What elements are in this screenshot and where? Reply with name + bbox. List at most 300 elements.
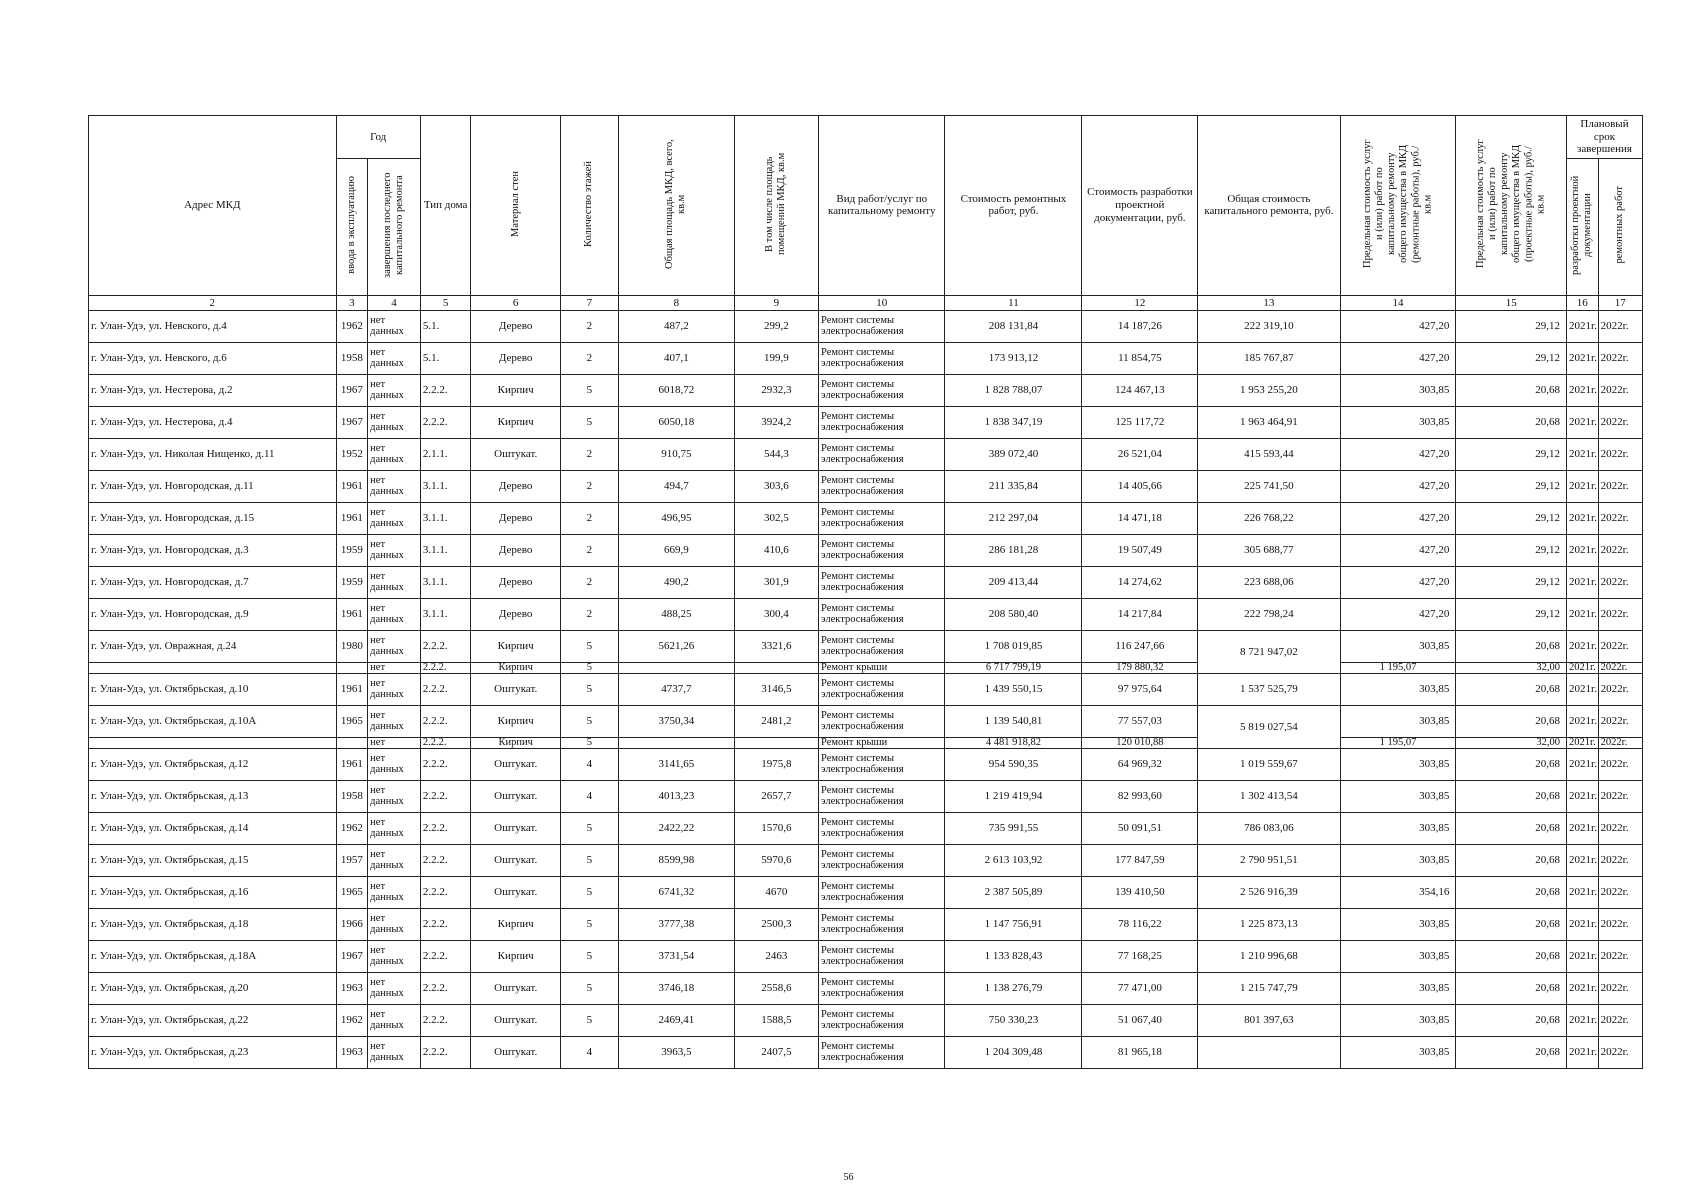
table-row <box>89 673 1643 705</box>
cell-wall-material: Дерево <box>471 470 561 502</box>
cell-repair-cost: 209 413,44 <box>945 566 1082 598</box>
cell-limit-design: 29,12 <box>1456 566 1567 598</box>
header-limit-cost-design: Предельная стоимость услуг и (или) работ по капитальному ремонту общего имущества в МКД (проектные работы), руб./кв.м <box>1456 116 1567 296</box>
cell-work-type: Ремонт системы электроснабжения <box>819 972 945 1004</box>
cell-last-repair: нет данных <box>368 566 421 598</box>
cell-address: г. Улан-Удэ, ул. Новгородская, д.15 <box>89 502 337 534</box>
cell-total-cost: 1 019 559,67 <box>1198 748 1340 780</box>
cell-plan-design: 2021г. <box>1567 737 1599 748</box>
cell-wall-material: Дерево <box>471 566 561 598</box>
header-year-group: Год <box>336 116 420 159</box>
cell-house-type: 2.2.2. <box>420 1036 471 1068</box>
cell-last-repair: нет данных <box>368 374 421 406</box>
cell-limit-design: 20,68 <box>1456 844 1567 876</box>
cell-repair-cost: 4 481 918,82 <box>945 737 1082 748</box>
cell-wall-material: Дерево <box>471 310 561 342</box>
cell-last-repair: нет данных <box>368 908 421 940</box>
cell-floors: 2 <box>560 566 618 598</box>
cell-total-area: 6741,32 <box>618 876 734 908</box>
cell-total-cost: 786 083,06 <box>1198 812 1340 844</box>
cell-address: г. Улан-Удэ, ул. Невского, д.6 <box>89 342 337 374</box>
cell-last-repair: нет данных <box>368 1036 421 1068</box>
cell-floors: 5 <box>560 705 618 737</box>
cell-limit-design: 20,68 <box>1456 748 1567 780</box>
cell-limit-repair: 427,20 <box>1340 534 1456 566</box>
cell-floors: 5 <box>560 737 618 748</box>
cell-work-type: Ремонт системы электроснабжения <box>819 1004 945 1036</box>
cell-plan-repair: 2022г. <box>1598 598 1642 630</box>
cell-work-type: Ремонт системы электроснабжения <box>819 598 945 630</box>
cell-repair-cost: 211 335,84 <box>945 470 1082 502</box>
header-total-cost: Общая стоимость капитального ремонта, руб. <box>1198 116 1340 296</box>
cell-plan-design: 2021г. <box>1567 310 1599 342</box>
table-row <box>89 1036 1643 1068</box>
cell-work-type: Ремонт системы электроснабжения <box>819 342 945 374</box>
cell-floors: 2 <box>560 502 618 534</box>
cell-repair-cost: 1 138 276,79 <box>945 972 1082 1004</box>
cell-repair-cost: 212 297,04 <box>945 502 1082 534</box>
cell-design-cost: 14 274,62 <box>1082 566 1198 598</box>
cell-year: 1961 <box>336 598 368 630</box>
cell-address: г. Улан-Удэ, ул. Октябрьская, д.10 <box>89 673 337 705</box>
cell-year: 1961 <box>336 502 368 534</box>
header-year-last-repair: завершения последнего капитального ремонта <box>368 159 421 296</box>
cell-design-cost: 26 521,04 <box>1082 438 1198 470</box>
cell-year: 1967 <box>336 406 368 438</box>
cell-repair-cost: 1 147 756,91 <box>945 908 1082 940</box>
cell-premises-area: 544,3 <box>734 438 818 470</box>
cell-last-repair: нет данных <box>368 812 421 844</box>
header-row-group <box>89 116 1643 159</box>
cell-premises-area: 2558,6 <box>734 972 818 1004</box>
cell-limit-design: 29,12 <box>1456 598 1567 630</box>
cell-work-type: Ремонт системы электроснабжения <box>819 374 945 406</box>
cell-floors: 5 <box>560 876 618 908</box>
cell-total-area: 3746,18 <box>618 972 734 1004</box>
cell-address: г. Улан-Удэ, ул. Нестерова, д.4 <box>89 406 337 438</box>
cell-year <box>336 737 368 748</box>
cell-repair-cost: 1 219 419,94 <box>945 780 1082 812</box>
cell-total-area: 5621,26 <box>618 630 734 662</box>
cell-limit-repair: 1 195,07 <box>1340 737 1456 748</box>
cell-repair-cost: 286 181,28 <box>945 534 1082 566</box>
cell-plan-repair: 2022г. <box>1598 780 1642 812</box>
cell-last-repair: нет данных <box>368 342 421 374</box>
cell-work-type: Ремонт системы электроснабжения <box>819 748 945 780</box>
cell-total-cost: 1 963 464,91 <box>1198 406 1340 438</box>
column-number: 9 <box>734 295 818 310</box>
table-row <box>89 406 1643 438</box>
table-row <box>89 470 1643 502</box>
cell-year: 1962 <box>336 1004 368 1036</box>
cell-house-type: 2.2.2. <box>420 876 471 908</box>
table-row <box>89 566 1643 598</box>
cell-floors: 2 <box>560 438 618 470</box>
column-number: 8 <box>618 295 734 310</box>
cell-total-area: 6018,72 <box>618 374 734 406</box>
cell-total-cost: 2 526 916,39 <box>1198 876 1340 908</box>
cell-wall-material: Оштукат. <box>471 1004 561 1036</box>
header-plan-repair: ремонтных работ <box>1598 159 1642 296</box>
cell-address: г. Улан-Удэ, ул. Октябрьская, д.14 <box>89 812 337 844</box>
cell-plan-design: 2021г. <box>1567 780 1599 812</box>
cell-total-cost: 1 210 996,68 <box>1198 940 1340 972</box>
cell-total-area: 4737,7 <box>618 673 734 705</box>
cell-design-cost: 50 091,51 <box>1082 812 1198 844</box>
cell-floors: 4 <box>560 780 618 812</box>
cell-last-repair: нет данных <box>368 972 421 1004</box>
cell-last-repair: нет <box>368 662 421 673</box>
cell-plan-design: 2021г. <box>1567 566 1599 598</box>
cell-house-type: 2.2.2. <box>420 630 471 662</box>
table-row <box>89 310 1643 342</box>
cell-repair-cost: 6 717 799,19 <box>945 662 1082 673</box>
cell-floors: 5 <box>560 630 618 662</box>
cell-year: 1958 <box>336 780 368 812</box>
repair-plan-table <box>88 115 1643 1069</box>
cell-limit-design: 20,68 <box>1456 940 1567 972</box>
cell-plan-repair: 2022г. <box>1598 737 1642 748</box>
cell-floors: 4 <box>560 748 618 780</box>
cell-limit-design: 29,12 <box>1456 502 1567 534</box>
header-house-type: Тип дома <box>420 116 471 296</box>
cell-last-repair: нет данных <box>368 748 421 780</box>
cell-year <box>336 662 368 673</box>
cell-wall-material: Оштукат. <box>471 876 561 908</box>
table-row <box>89 908 1643 940</box>
cell-premises-area: 299,2 <box>734 310 818 342</box>
cell-repair-cost: 1 139 540,81 <box>945 705 1082 737</box>
column-number: 3 <box>336 295 368 310</box>
cell-address <box>89 737 337 748</box>
cell-work-type: Ремонт крыши <box>819 662 945 673</box>
cell-limit-repair: 427,20 <box>1340 470 1456 502</box>
cell-plan-repair: 2022г. <box>1598 908 1642 940</box>
cell-plan-design: 2021г. <box>1567 705 1599 737</box>
cell-wall-material: Кирпич <box>471 737 561 748</box>
cell-premises-area: 3321,6 <box>734 630 818 662</box>
cell-design-cost: 14 187,26 <box>1082 310 1198 342</box>
cell-plan-repair: 2022г. <box>1598 876 1642 908</box>
cell-last-repair: нет данных <box>368 876 421 908</box>
cell-design-cost: 14 217,84 <box>1082 598 1198 630</box>
table-row <box>89 972 1643 1004</box>
cell-limit-repair: 427,20 <box>1340 502 1456 534</box>
cell-plan-design: 2021г. <box>1567 438 1599 470</box>
cell-premises-area: 2463 <box>734 940 818 972</box>
table-subrow <box>89 737 1643 748</box>
cell-wall-material: Оштукат. <box>471 673 561 705</box>
cell-total-area: 494,7 <box>618 470 734 502</box>
cell-premises-area: 2407,5 <box>734 1036 818 1068</box>
cell-premises-area: 199,9 <box>734 342 818 374</box>
cell-plan-repair: 2022г. <box>1598 470 1642 502</box>
column-number: 11 <box>945 295 1082 310</box>
cell-limit-repair: 303,85 <box>1340 908 1456 940</box>
cell-total-cost: 1 537 525,79 <box>1198 673 1340 705</box>
cell-repair-cost: 1 828 788,07 <box>945 374 1082 406</box>
table-row <box>89 844 1643 876</box>
cell-year: 1959 <box>336 566 368 598</box>
cell-last-repair: нет данных <box>368 673 421 705</box>
cell-design-cost: 81 965,18 <box>1082 1036 1198 1068</box>
cell-last-repair: нет данных <box>368 630 421 662</box>
cell-address: г. Улан-Удэ, ул. Октябрьская, д.18А <box>89 940 337 972</box>
cell-work-type: Ремонт системы электроснабжения <box>819 1036 945 1068</box>
cell-plan-repair: 2022г. <box>1598 844 1642 876</box>
cell-year: 1980 <box>336 630 368 662</box>
cell-total-area: 407,1 <box>618 342 734 374</box>
cell-total-cost: 801 397,63 <box>1198 1004 1340 1036</box>
cell-floors: 5 <box>560 940 618 972</box>
cell-limit-repair: 303,85 <box>1340 940 1456 972</box>
cell-design-cost: 177 847,59 <box>1082 844 1198 876</box>
cell-year: 1967 <box>336 374 368 406</box>
cell-floors: 5 <box>560 374 618 406</box>
cell-plan-repair: 2022г. <box>1598 566 1642 598</box>
cell-address: г. Улан-Удэ, ул. Октябрьская, д.22 <box>89 1004 337 1036</box>
cell-year: 1967 <box>336 940 368 972</box>
cell-address: г. Улан-Удэ, ул. Октябрьская, д.16 <box>89 876 337 908</box>
cell-plan-repair: 2022г. <box>1598 662 1642 673</box>
cell-repair-cost: 2 387 505,89 <box>945 876 1082 908</box>
cell-address: г. Улан-Удэ, ул. Октябрьская, д.18 <box>89 908 337 940</box>
cell-wall-material: Кирпич <box>471 940 561 972</box>
cell-design-cost: 116 247,66 <box>1082 630 1198 662</box>
cell-premises-area: 3924,2 <box>734 406 818 438</box>
cell-house-type: 2.2.2. <box>420 908 471 940</box>
cell-wall-material: Оштукат. <box>471 438 561 470</box>
cell-design-cost: 77 557,03 <box>1082 705 1198 737</box>
cell-house-type: 2.2.2. <box>420 940 471 972</box>
cell-total-cost: 1 302 413,54 <box>1198 780 1340 812</box>
cell-plan-design: 2021г. <box>1567 940 1599 972</box>
cell-wall-material: Оштукат. <box>471 972 561 1004</box>
cell-floors: 5 <box>560 673 618 705</box>
cell-premises-area: 4670 <box>734 876 818 908</box>
cell-repair-cost: 173 913,12 <box>945 342 1082 374</box>
cell-work-type: Ремонт системы электроснабжения <box>819 908 945 940</box>
cell-work-type: Ремонт системы электроснабжения <box>819 470 945 502</box>
cell-plan-repair: 2022г. <box>1598 705 1642 737</box>
cell-limit-design: 29,12 <box>1456 342 1567 374</box>
cell-wall-material: Оштукат. <box>471 844 561 876</box>
cell-premises-area: 3146,5 <box>734 673 818 705</box>
cell-repair-cost: 954 590,35 <box>945 748 1082 780</box>
cell-limit-design: 20,68 <box>1456 876 1567 908</box>
cell-plan-design: 2021г. <box>1567 844 1599 876</box>
cell-limit-design: 29,12 <box>1456 438 1567 470</box>
cell-total-area: 6050,18 <box>618 406 734 438</box>
column-number-row <box>89 295 1643 310</box>
cell-design-cost: 11 854,75 <box>1082 342 1198 374</box>
table-row <box>89 705 1643 737</box>
cell-last-repair: нет данных <box>368 598 421 630</box>
cell-limit-repair: 303,85 <box>1340 673 1456 705</box>
column-number: 4 <box>368 295 421 310</box>
cell-address: г. Улан-Удэ, ул. Октябрьская, д.15 <box>89 844 337 876</box>
cell-floors: 2 <box>560 470 618 502</box>
cell-total-cost: 305 688,77 <box>1198 534 1340 566</box>
table-row <box>89 748 1643 780</box>
cell-year: 1965 <box>336 876 368 908</box>
cell-plan-design: 2021г. <box>1567 534 1599 566</box>
column-number: 7 <box>560 295 618 310</box>
cell-plan-design: 2021г. <box>1567 502 1599 534</box>
cell-house-type: 2.2.2. <box>420 374 471 406</box>
cell-house-type: 2.2.2. <box>420 972 471 1004</box>
cell-address: г. Улан-Удэ, ул. Октябрьская, д.10А <box>89 705 337 737</box>
cell-limit-design: 20,68 <box>1456 374 1567 406</box>
cell-year: 1961 <box>336 470 368 502</box>
cell-limit-repair: 303,85 <box>1340 630 1456 662</box>
cell-limit-repair: 303,85 <box>1340 972 1456 1004</box>
cell-limit-repair: 303,85 <box>1340 844 1456 876</box>
cell-total-cost: 1 225 873,13 <box>1198 908 1340 940</box>
cell-wall-material: Кирпич <box>471 630 561 662</box>
cell-house-type: 3.1.1. <box>420 566 471 598</box>
cell-house-type: 2.2.2. <box>420 780 471 812</box>
cell-wall-material: Кирпич <box>471 374 561 406</box>
table-body <box>89 295 1643 1068</box>
cell-work-type: Ремонт системы электроснабжения <box>819 940 945 972</box>
column-number: 5 <box>420 295 471 310</box>
cell-limit-design: 32,00 <box>1456 737 1567 748</box>
cell-house-type: 5.1. <box>420 342 471 374</box>
cell-floors: 2 <box>560 598 618 630</box>
cell-wall-material: Дерево <box>471 598 561 630</box>
cell-house-type: 2.2.2. <box>420 812 471 844</box>
header-year-commission: ввода в эксплуатацию <box>336 159 368 296</box>
cell-year: 1965 <box>336 705 368 737</box>
column-number: 2 <box>89 295 337 310</box>
cell-house-type: 2.2.2. <box>420 406 471 438</box>
column-number: 15 <box>1456 295 1567 310</box>
cell-plan-design: 2021г. <box>1567 342 1599 374</box>
cell-plan-design: 2021г. <box>1567 1004 1599 1036</box>
cell-address: г. Улан-Удэ, ул. Новгородская, д.11 <box>89 470 337 502</box>
table-row <box>89 502 1643 534</box>
cell-design-cost: 120 010,88 <box>1082 737 1198 748</box>
cell-house-type: 2.2.2. <box>420 748 471 780</box>
cell-repair-cost: 2 613 103,92 <box>945 844 1082 876</box>
table-row <box>89 438 1643 470</box>
cell-address: г. Улан-Удэ, ул. Новгородская, д.3 <box>89 534 337 566</box>
cell-limit-repair: 303,85 <box>1340 780 1456 812</box>
cell-floors: 5 <box>560 662 618 673</box>
cell-total-area: 8599,98 <box>618 844 734 876</box>
cell-plan-repair: 2022г. <box>1598 438 1642 470</box>
cell-total-area <box>618 662 734 673</box>
cell-total-area: 487,2 <box>618 310 734 342</box>
cell-address: г. Улан-Удэ, ул. Октябрьская, д.13 <box>89 780 337 812</box>
cell-plan-design: 2021г. <box>1567 406 1599 438</box>
cell-work-type: Ремонт системы электроснабжения <box>819 406 945 438</box>
cell-total-cost: 222 798,24 <box>1198 598 1340 630</box>
cell-plan-design: 2021г. <box>1567 598 1599 630</box>
cell-wall-material: Оштукат. <box>471 812 561 844</box>
cell-limit-design: 20,68 <box>1456 908 1567 940</box>
cell-limit-design: 29,12 <box>1456 310 1567 342</box>
cell-floors: 2 <box>560 310 618 342</box>
table-row <box>89 1004 1643 1036</box>
cell-address: г. Улан-Удэ, ул. Овражная, д.24 <box>89 630 337 662</box>
cell-plan-design: 2021г. <box>1567 748 1599 780</box>
cell-plan-repair: 2022г. <box>1598 342 1642 374</box>
cell-floors: 5 <box>560 1004 618 1036</box>
cell-total-cost: 1 215 747,79 <box>1198 972 1340 1004</box>
cell-limit-design: 20,68 <box>1456 1004 1567 1036</box>
cell-plan-design: 2021г. <box>1567 662 1599 673</box>
header-limit-cost-repair: Предельная стоимость услуг и (или) работ по капитальному ремонту общего имущества в МКД (ремонтные работы), руб./кв.м <box>1340 116 1456 296</box>
cell-limit-repair: 427,20 <box>1340 310 1456 342</box>
page-number: 56 <box>843 1172 854 1183</box>
cell-limit-design: 29,12 <box>1456 470 1567 502</box>
cell-plan-repair: 2022г. <box>1598 1036 1642 1068</box>
cell-plan-repair: 2022г. <box>1598 310 1642 342</box>
cell-plan-design: 2021г. <box>1567 470 1599 502</box>
cell-total-cost <box>1198 1036 1340 1068</box>
cell-wall-material: Кирпич <box>471 406 561 438</box>
cell-house-type: 2.2.2. <box>420 662 471 673</box>
table-row <box>89 342 1643 374</box>
cell-plan-design: 2021г. <box>1567 374 1599 406</box>
cell-limit-design: 20,68 <box>1456 780 1567 812</box>
cell-premises-area: 2657,7 <box>734 780 818 812</box>
cell-year: 1962 <box>336 812 368 844</box>
cell-plan-repair: 2022г. <box>1598 972 1642 1004</box>
cell-total-area: 669,9 <box>618 534 734 566</box>
cell-wall-material: Оштукат. <box>471 780 561 812</box>
cell-house-type: 3.1.1. <box>420 470 471 502</box>
cell-work-type: Ремонт системы электроснабжения <box>819 438 945 470</box>
table-row <box>89 374 1643 406</box>
cell-last-repair: нет данных <box>368 534 421 566</box>
cell-design-cost: 14 405,66 <box>1082 470 1198 502</box>
cell-year: 1966 <box>336 908 368 940</box>
table-row <box>89 812 1643 844</box>
header-plan-group: Плановый срок завершения <box>1567 116 1643 159</box>
cell-address: г. Улан-Удэ, ул. Новгородская, д.7 <box>89 566 337 598</box>
cell-address: г. Улан-Удэ, ул. Октябрьская, д.12 <box>89 748 337 780</box>
cell-limit-design: 29,12 <box>1456 534 1567 566</box>
column-number: 14 <box>1340 295 1456 310</box>
cell-plan-design: 2021г. <box>1567 972 1599 1004</box>
cell-repair-cost: 1 133 828,43 <box>945 940 1082 972</box>
cell-year: 1958 <box>336 342 368 374</box>
cell-premises-area: 2481,2 <box>734 705 818 737</box>
cell-last-repair: нет данных <box>368 470 421 502</box>
cell-house-type: 3.1.1. <box>420 502 471 534</box>
cell-limit-repair: 303,85 <box>1340 705 1456 737</box>
cell-work-type: Ремонт системы электроснабжения <box>819 844 945 876</box>
header-floors: Количество этажей <box>560 116 618 296</box>
cell-total-cost: 8 721 947,02 <box>1198 630 1340 673</box>
cell-premises-area: 300,4 <box>734 598 818 630</box>
cell-total-area: 488,25 <box>618 598 734 630</box>
column-number: 12 <box>1082 295 1198 310</box>
cell-last-repair: нет <box>368 737 421 748</box>
cell-repair-cost: 208 131,84 <box>945 310 1082 342</box>
header-work-type: Вид работ/услуг по капитальному ремонту <box>819 116 945 296</box>
cell-wall-material: Дерево <box>471 502 561 534</box>
cell-total-area: 3777,38 <box>618 908 734 940</box>
cell-address: г. Улан-Удэ, ул. Нестерова, д.2 <box>89 374 337 406</box>
cell-floors: 2 <box>560 534 618 566</box>
cell-limit-design: 20,68 <box>1456 972 1567 1004</box>
cell-work-type: Ремонт системы электроснабжения <box>819 780 945 812</box>
cell-limit-design: 20,68 <box>1456 812 1567 844</box>
